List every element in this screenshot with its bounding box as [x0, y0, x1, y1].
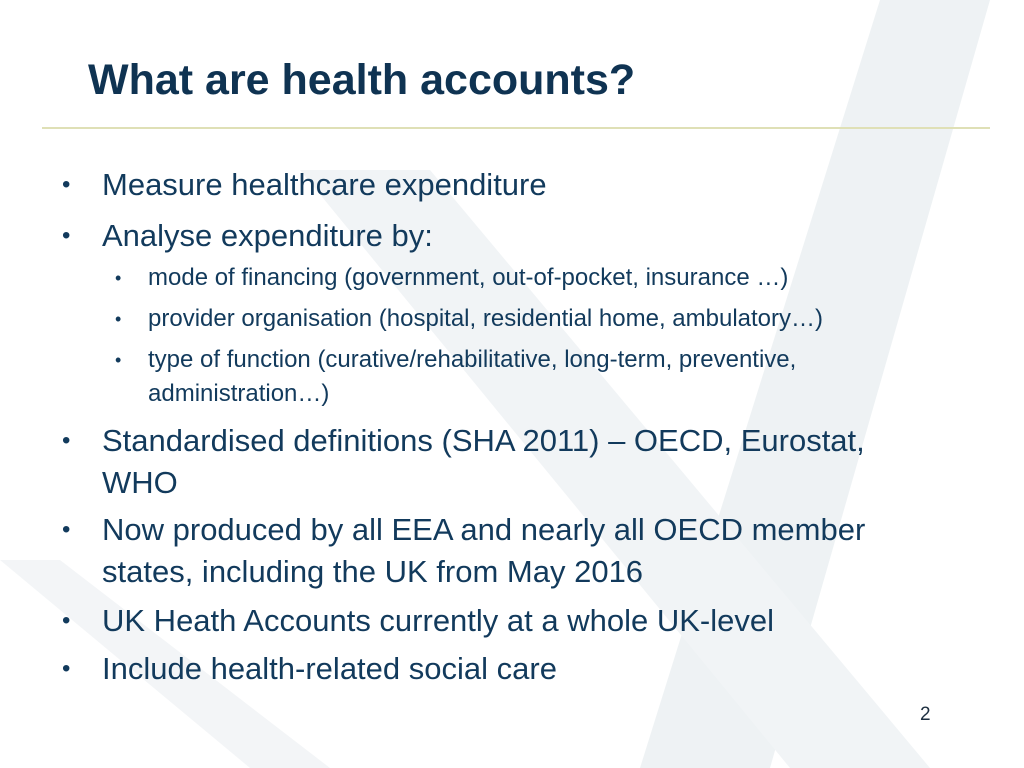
slide-title: What are health accounts? — [88, 56, 636, 104]
bullet-glyph: • — [62, 171, 71, 198]
bullet-text: Measure healthcare expenditure — [102, 167, 547, 202]
sub-bullet-text: type of function (curative/rehabilitative, long-term, preventive, — [148, 346, 797, 373]
bullet-glyph: • — [62, 607, 71, 634]
sub-bullet-text-continued: administration…) — [148, 380, 330, 407]
sub-bullet-text: provider organisation (hospital, residential home, ambulatory…) — [148, 305, 823, 332]
bullet-text: Analyse expenditure by: — [102, 218, 433, 253]
bullet-text-continued: states, including the UK from May 2016 — [102, 554, 644, 589]
bullet-glyph: • — [62, 222, 71, 249]
title-divider — [42, 127, 990, 129]
bullet-glyph: • — [62, 516, 71, 543]
bullet-text: Include health-related social care — [102, 651, 557, 686]
bullet-text: Now produced by all EEA and nearly all OECD member — [102, 512, 866, 547]
sub-bullet-text: mode of financing (government, out-of-pocket, insurance …) — [148, 264, 789, 291]
bullet-text: UK Heath Accounts currently at a whole UK-level — [102, 603, 774, 638]
bullet-glyph: • — [115, 309, 122, 329]
bullet-glyph: • — [115, 350, 122, 370]
bullet-glyph: • — [62, 655, 71, 682]
page-number: 2 — [920, 704, 931, 725]
bullet-glyph: • — [115, 268, 122, 288]
bullet-text-continued: WHO — [102, 465, 178, 500]
bullet-text: Standardised definitions (SHA 2011) – OECD, Eurostat, — [102, 423, 865, 458]
bullet-glyph: • — [62, 427, 71, 454]
